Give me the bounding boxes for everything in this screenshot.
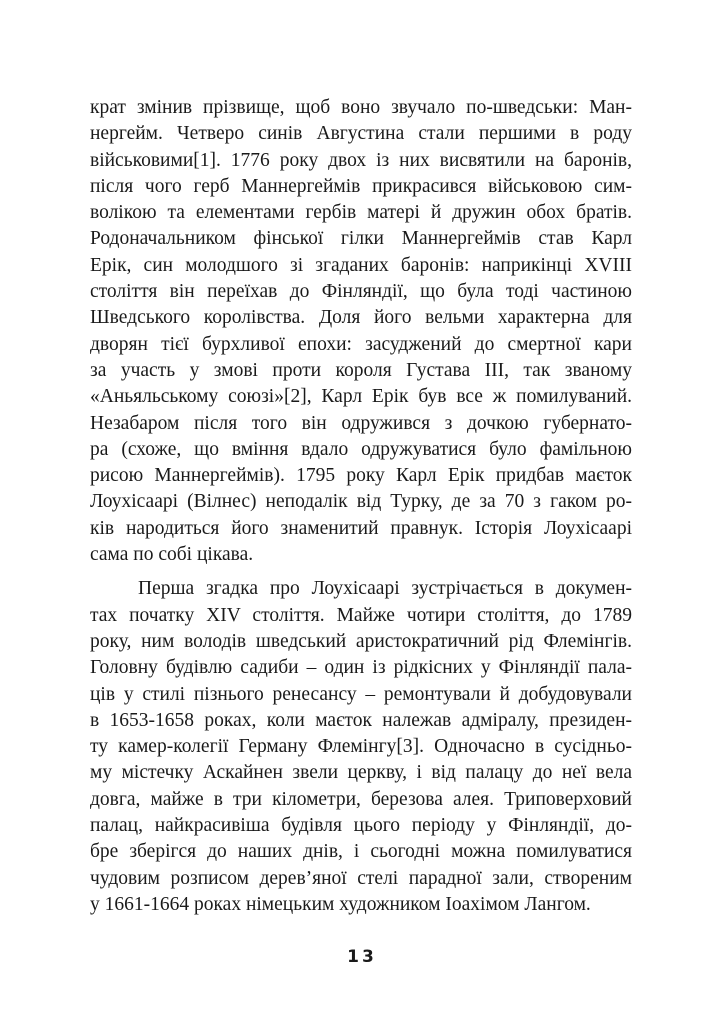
- page-number: 13: [347, 947, 377, 967]
- text-line: Ерік, син молодшого зі згаданих баронів: наприкінці XVIII: [90, 254, 632, 276]
- text-line: в 1653-1658 роках, коли маєток належав адміралу, президен-: [90, 709, 632, 731]
- paragraph: [90, 95, 632, 568]
- text-line: військовими[1]. 1776 року двох із них висвятили на баронів,: [90, 149, 632, 171]
- text-line: бре зберігся до наших днів, і сьогодні можна помилуватися: [90, 841, 632, 863]
- text-line: волікою та елементами гербів матері й дружин обох братів.: [90, 202, 632, 224]
- text-line: Перша згадка про Лоухісаарі зустрічається в докумен-: [138, 578, 632, 600]
- text-line: Незабаром після того він одружився з дочкою губернато-: [90, 412, 632, 434]
- body-text: [90, 95, 632, 918]
- text-line: ків народиться його знаменитий правнук. Історія Лоухісаарі: [90, 517, 632, 539]
- text-line: тах початку XIV століття. Майже чотири століття, до 1789: [90, 604, 632, 626]
- text-line: Родоначальником фінської гілки Маннергеймів став Карл: [90, 228, 632, 250]
- text-line: «Аньяльському союзі»[2], Карл Ерік був все ж помилуваний.: [90, 386, 632, 408]
- text-line: століття він переїхав до Фінляндії, що була тоді частиною: [90, 281, 632, 303]
- text-line: рисою Маннергеймів). 1795 року Карл Ерік придбав маєток: [90, 465, 632, 487]
- text-line: нергейм. Четверо синів Августина стали першими в роду: [90, 123, 632, 145]
- text-line: за участь у змові проти короля Густава III, так званому: [90, 359, 632, 381]
- text-line: ту камер-колегії Герману Флемінгу[3]. Одночасно в сусідньо-: [90, 736, 632, 758]
- text-line: довга, майже в три кілометри, березова алея. Триповерховий: [90, 788, 632, 810]
- paragraph: [90, 576, 632, 918]
- text-line: палац, найкрасивіша будівля цього періоду у Фінляндії, до-: [90, 815, 632, 837]
- text-line: чудовим розписом дерев’яної стелі парадної зали, створеним: [90, 867, 632, 889]
- text-line: му містечку Аскайнен звели церкву, і від палацу до неї вела: [90, 762, 632, 784]
- text-line: після чого герб Маннергеймів прикрасився військовою сим-: [90, 175, 632, 197]
- text-line: у 1661-1664 роках німецьким художником Іоахімом Лангом.: [90, 893, 591, 915]
- text-line: року, ним володів шведський аристократичний рід Флемінгів.: [90, 630, 632, 652]
- text-line: сама по собі цікава.: [90, 544, 254, 566]
- text-line: крат змінив прізвище, щоб воно звучало по-шведськи: Ман-: [90, 97, 632, 118]
- text-line: ра (схоже, що вміння вдало одружуватися було фамільною: [90, 438, 632, 460]
- text-line: Лоухісаарі (Вілнес) неподалік від Турку, де за 70 з гаком ро-: [90, 491, 632, 513]
- text-line: Шведського королівства. Доля його вельми характерна для: [90, 307, 632, 329]
- text-line: ців у стилі пізнього ренесансу – ремонтували й добудовували: [90, 683, 632, 705]
- text-line: дворян тієї бурхливої епохи: засуджений до смертної кари: [90, 333, 632, 355]
- text-line: Головну будівлю садиби – один із рідкісних у Фінляндії пала-: [90, 657, 632, 679]
